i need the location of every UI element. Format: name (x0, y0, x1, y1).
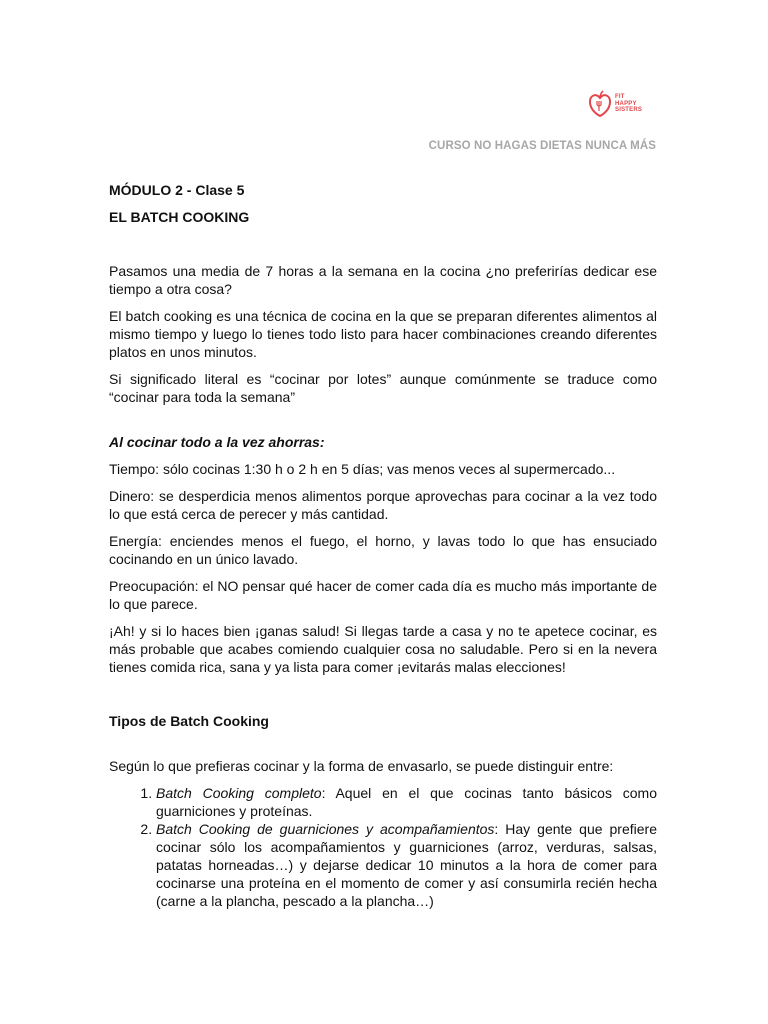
brand-logo (589, 90, 642, 118)
paragraph: Si significado literal es “cocinar por lotes” aunque comúnmente se traduce como “cocinar para toda la semana” (109, 371, 657, 405)
course-title: CURSO NO HAGAS DIETAS NUNCA MÁS (428, 140, 656, 152)
document-body (109, 181, 657, 910)
paragraph: Tiempo: sólo cocinas 1:30 h o 2 h en 5 días; vas menos veces al supermercado... (109, 461, 616, 477)
paragraph: Preocupación: el NO pensar qué hacer de comer cada día es mucho más importante de lo que parece. (109, 578, 657, 612)
list-item (156, 820, 657, 910)
apple-heart-icon (589, 90, 611, 118)
paragraph: Según lo que prefieras cocinar y la forma de envasarlo, se puede distinguir entre: (109, 758, 614, 774)
list-item-text: : Aquel en el que cocinas tanto básicos como guarniciones y proteínas. (156, 785, 657, 819)
list-item-text: : Hay gente que prefiere cocinar sólo los acompañamientos y guarniciones (arroz, verduras, salsas, patatas horneadas…) y dejarse dedicar 10 minutos a la hora de comer para cocinarse una proteína en el momento de comer y así consumirla recién hecha (carne a la plancha, pescado a la plancha…) (156, 821, 657, 909)
list-item (156, 784, 657, 820)
module-title: MÓDULO 2 - Clase 5 (109, 182, 245, 198)
brand-line: SISTERS (615, 107, 643, 114)
lesson-title: EL BATCH COOKING (109, 209, 250, 225)
brand-line: FIT (615, 94, 625, 101)
paragraph: El batch cooking es una técnica de cocina en la que se preparan diferentes alimentos al mismo tiempo y luego lo tienes todo listo para hacer combinaciones creando diferentes platos en unos minutos. (109, 308, 657, 360)
brand-line: HAPPY (615, 100, 637, 107)
brand-name (615, 94, 642, 114)
types-list (109, 784, 657, 910)
section-heading: Al cocinar todo a la vez ahorras: (109, 434, 325, 450)
list-item-term: Batch Cooking completo (156, 785, 322, 801)
paragraph: Dinero: se desperdicia menos alimentos porque aprovechas para cocinar a la vez todo lo que está cerca de perecer y más cantidad. (109, 488, 657, 522)
section-heading: Tipos de Batch Cooking (109, 713, 269, 729)
list-item-term: Batch Cooking de guarniciones y acompañamientos (156, 821, 495, 837)
paragraph: Energía: enciendes menos el fuego, el horno, y lavas todo lo que has ensuciado cocinando en un único lavado. (109, 533, 657, 567)
paragraph: ¡Ah! y si lo haces bien ¡ganas salud! Si llegas tarde a casa y no te apetece cocinar, es más probable que acabes comiendo cualquier cosa no saludable. Pero si en la nevera tienes comida rica, sana y ya lista para comer ¡evitarás malas elecciones! (109, 623, 657, 675)
paragraph: Pasamos una media de 7 horas a la semana en la cocina ¿no preferirías dedicar ese tiempo a otra cosa? (109, 263, 657, 297)
